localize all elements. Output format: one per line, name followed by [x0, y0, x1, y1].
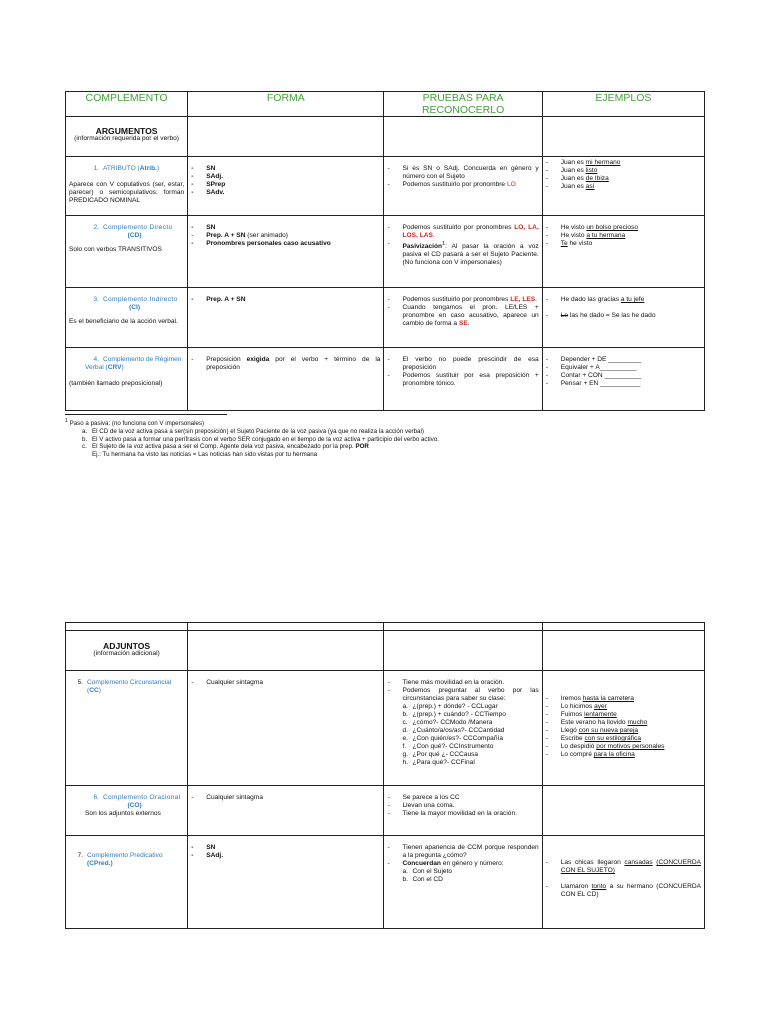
complement-name: 3. Complemento Indirecto (CI) — [93, 296, 178, 311]
complement-name: 6. Complemento Oracional (CO) — [93, 794, 181, 809]
forma-list: - Cualquier sintagma — [188, 786, 383, 802]
section-subtitle: (información requerida por el verbo) — [74, 135, 179, 142]
argumentos-table — [65, 91, 705, 411]
table-header-row — [66, 92, 705, 117]
header-ejemplos: EJEMPLOS — [542, 92, 704, 117]
complement-description: Aparece con V copulativos (ser, estar, parecer) o semicopulativos: forman PREDICADO NOMINAL — [69, 181, 185, 204]
forma-list: - Preposición exigida por el verbo + término de la preposición — [188, 348, 383, 372]
section-row-adjuntos — [66, 631, 705, 671]
table-row — [66, 216, 705, 288]
table-row — [66, 671, 705, 786]
header-pruebas: PRUEBAS PARA RECONOCERLO — [384, 92, 542, 117]
pruebas-list: - Podemos sustituirlo por pronombres LE, LES. - Cuando tengamos el pron. LE/LES + pronombre en caso acusativo, aparece un cambio de forma a SE. — [384, 288, 541, 328]
pruebas-list: - Si es SN o SAdj. Concuerda en género y número con el Sujeto - Podemos sustituirlo por pronombre LO — [384, 157, 541, 189]
pruebas-sublist: a. ¿(prep.) + dónde? - CCLugar b. ¿(prep.) + cuándo? - CCTiempo c. ¿cómo?- CCModo /Manera d. ¿Cuánto/a/os/as?- CCCantidad e. ¿Con quién/es?- CCCompañía f. ¿Con qué?- CCInstrumento g. ¿Por qué ¿- CCCausa h. ¿Para qué?- CCFinal — [402, 703, 506, 766]
section-title: ARGUMENTOS — [95, 126, 158, 136]
footnote-rule — [65, 414, 227, 415]
complement-description: (también llamado preposicional) — [69, 380, 163, 387]
table-row — [66, 288, 705, 348]
complement-name: 4. Complemento de Régimen Verbal (CRV) — [85, 356, 182, 371]
ejemplos-list: - Iremos hasta la carretera - Lo hicimos ayer - Fuimos lentamente - Este verano ha llovido mucho - Llegó con su nueva pareja - Escribe con su estilográfica - Lo despidió por motivos personales - Lo compré para la oficina — [543, 671, 704, 759]
forma-list: - SN - Prep. A + SN (ser animado) - Pronombres personales caso acusativo — [188, 216, 383, 248]
complement-description: Son los adjuntos externos — [85, 810, 161, 817]
forma-list: - Cualquier sintagma — [188, 671, 383, 687]
adjuntos-table — [65, 622, 705, 929]
section-subtitle: (información adicional) — [93, 650, 160, 657]
section-title: ADJUNTOS — [103, 641, 151, 651]
complement-description: Solo con verbos TRANSITIVOS — [69, 246, 162, 253]
complement-name: 7. Complemento Predicativo (CPred.) — [77, 852, 163, 867]
footnote-example: Ej.: Tu hermana ha visto las noticias = Las noticias han sido vistas por tu hermana — [92, 451, 318, 459]
complement-name: 1. ATRIBUTO (Atrib.) — [93, 165, 160, 172]
complement-description: Es el beneficiario de la acción verbal. — [69, 318, 178, 325]
table-row — [66, 157, 705, 216]
forma-list: - Prep. A + SN — [188, 288, 383, 304]
header-complemento: COMPLEMENTO — [66, 92, 188, 117]
table-row — [66, 786, 705, 836]
forma-list: - SN - SAdj. — [188, 836, 383, 860]
complement-name: 2. Complemento Directo (CD) — [93, 224, 173, 239]
ejemplos-list: - He dado las gracias a tu jefe - Le las he dado = Se las he dado — [543, 288, 704, 320]
ejemplos-list: - Depender + DE _________ - Equivaler + A__________ - Contar + CON __________ - Pensar + EN ___________ — [543, 348, 704, 388]
forma-list: - SN - SAdj. - SPrep - SAdv. — [188, 157, 383, 197]
footnote-intro: $^1$ Paso a pasiva: (no funciona con V impersonales) — [65, 418, 205, 428]
table-row — [66, 348, 705, 411]
header-forma: FORMA — [188, 92, 384, 117]
pruebas-list: - Podemos sustituirlo por pronombres LO, LA, LOS, LAS. - Pasivización$^1$: Al pasar la oración a voz pasiva el CD pasará a ser el Sujeto Paciente. (No funciona con V impersonales) — [384, 216, 541, 267]
complement-name: 5. Complemento Circunstancial (CC) — [77, 679, 172, 694]
pruebas-sublist: a. Con el Sujeto b. Con el CD — [402, 868, 453, 883]
ejemplos-list: - He visto un bolso precioso - He visto a tu hermana - Te he visto — [543, 216, 704, 248]
ejemplos-list: - Las chicas llegaron cansadas (CONCUERDA CON EL SUJETO) - Llamaron tonto a su hermano (CONCUERDA CON EL CD) — [543, 836, 704, 899]
pruebas-list: - El verbo no puede prescindir de esa preposición - Podemos sustituir por esa preposición + pronombre tónico. — [384, 348, 541, 388]
pruebas-list: - Tienen apariencia de CCM porque responden a la pregunta ¿cómo? - Concuerdan en género y número: — [384, 836, 541, 868]
pruebas-list: - Tiene más movilidad en la oración. - Podemos preguntar al verbo por las circunstancias para saber su clase: — [384, 671, 541, 703]
table-row — [66, 836, 705, 929]
footnote-list: a. El CD de la voz activa pasa a ser(sin preposición) el Sujeto Paciente de la voz pasiva (ya que no realiza la acción verbal) b. El V activo pasa a formar una perífrasis con el verbo SER conjugado en el tiempo de la voz activa + participio del verbo activo. c. El Sujeto de la voz activa pasa a ser el Comp. Agente dela voz pasiva, encabezado por la prep. POR Ej.: Tu hermana ha visto las noticias = Las noticias han sido vistas por tu hermana — [65, 428, 705, 459]
section-row-argumentos — [66, 117, 705, 157]
table-header-row — [66, 623, 705, 631]
pruebas-list: - Se parece a los CC - Llevan una coma. - Tiene la mayor movilidad en la oración. — [384, 786, 541, 818]
ejemplos-list: - Juan es mi hermano - Juan es listo - Juan es de Ibiza - Juan es así — [543, 157, 704, 191]
footnote — [65, 414, 705, 459]
